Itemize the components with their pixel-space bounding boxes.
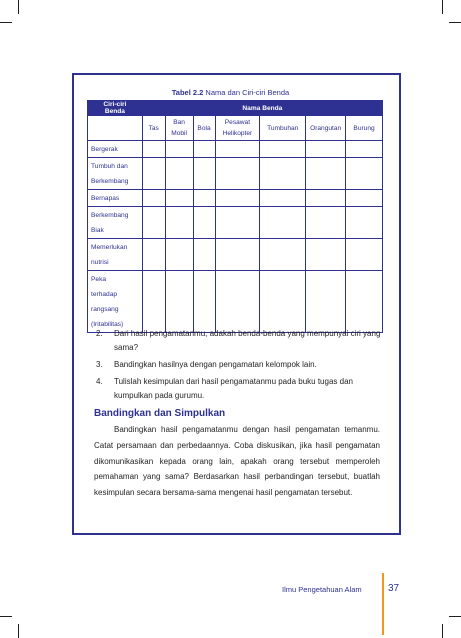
answer-cell[interactable] (193, 239, 215, 271)
answer-cell[interactable] (165, 158, 193, 190)
answer-cell[interactable] (306, 239, 346, 271)
row-label: Bernapas (88, 190, 143, 207)
answer-cell[interactable] (165, 207, 193, 239)
crop-mark (0, 22, 12, 23)
empty-cell (88, 116, 143, 141)
answer-cell[interactable] (346, 207, 383, 239)
answer-cell[interactable] (306, 190, 346, 207)
crop-mark (442, 624, 443, 638)
table-row (88, 141, 383, 158)
crop-mark (18, 624, 19, 638)
answer-cell[interactable] (260, 239, 306, 271)
crop-mark (18, 0, 19, 14)
table-caption-text: Nama dan Ciri-ciri Benda (203, 88, 290, 97)
answer-cell[interactable] (346, 239, 383, 271)
row-label: Peka terhadap rangsang (Iritabilitas) (88, 271, 143, 333)
row-label: Bergerak (88, 141, 143, 158)
characteristics-table (87, 100, 383, 333)
table-caption (0, 88, 461, 97)
table-row (88, 190, 383, 207)
row-label: Memerlukan nutrisi (88, 239, 143, 271)
table-column-row (88, 116, 383, 141)
row-label: Berkembang Biak (88, 207, 143, 239)
answer-cell[interactable] (346, 271, 383, 333)
table-row (88, 271, 383, 333)
answer-cell[interactable] (260, 141, 306, 158)
answer-cell[interactable] (215, 141, 260, 158)
answer-cell[interactable] (215, 158, 260, 190)
answer-cell[interactable] (260, 271, 306, 333)
answer-cell[interactable] (142, 141, 165, 158)
header-line: Benda (104, 108, 125, 115)
table-caption-label: Tabel 2.2 (171, 88, 204, 97)
answer-cell[interactable] (346, 190, 383, 207)
answer-cell[interactable] (306, 207, 346, 239)
column-header: Bola (193, 116, 215, 141)
answer-cell[interactable] (215, 190, 260, 207)
column-header: Burung (346, 116, 383, 141)
section-heading: Bandingkan dan Simpulkan (94, 408, 226, 419)
column-header: Orangutan (306, 116, 346, 141)
footer-divider (382, 573, 384, 635)
footer-subject: Ilmu Pengetahuan Alam (282, 585, 362, 594)
item-number: 3. (96, 360, 103, 369)
answer-cell[interactable] (193, 141, 215, 158)
item-text: Dari hasil pengamatanmu, adakah benda-benda yang mempunyai ciri yang sama? (114, 329, 381, 352)
crop-mark (0, 616, 12, 617)
item-number: 2. (96, 329, 103, 338)
answer-cell[interactable] (193, 158, 215, 190)
list-item (96, 375, 386, 403)
page-number: 37 (388, 583, 400, 594)
table-row (88, 207, 383, 239)
answer-cell[interactable] (193, 190, 215, 207)
answer-cell[interactable] (165, 271, 193, 333)
answer-cell[interactable] (165, 190, 193, 207)
column-header: Tas (142, 116, 165, 141)
header-object-names: Nama Benda (142, 101, 382, 116)
item-number: 4. (96, 377, 103, 386)
answer-cell[interactable] (165, 239, 193, 271)
answer-cell[interactable] (260, 158, 306, 190)
table-header-row (88, 101, 383, 116)
table-row (88, 158, 383, 190)
answer-cell[interactable] (306, 141, 346, 158)
answer-cell[interactable] (215, 271, 260, 333)
answer-cell[interactable] (142, 158, 165, 190)
answer-cell[interactable] (142, 271, 165, 333)
answer-cell[interactable] (165, 141, 193, 158)
answer-cell[interactable] (346, 141, 383, 158)
answer-cell[interactable] (193, 271, 215, 333)
row-label: Tumbuh dan Berkembang (88, 158, 143, 190)
answer-cell[interactable] (193, 207, 215, 239)
item-text: Tulislah kesimpulan dari hasil pengamatanmu pada buku tugas dan kumpulkan pada gurumu. (114, 377, 353, 400)
column-header: Tumbuhan (260, 116, 306, 141)
header-characteristics (88, 101, 143, 116)
answer-cell[interactable] (260, 207, 306, 239)
answer-cell[interactable] (215, 207, 260, 239)
header-line: Ciri-ciri (103, 101, 127, 108)
answer-cell[interactable] (260, 190, 306, 207)
answer-cell[interactable] (142, 239, 165, 271)
answer-cell[interactable] (306, 271, 346, 333)
answer-cell[interactable] (215, 239, 260, 271)
answer-cell[interactable] (142, 190, 165, 207)
list-item (96, 327, 386, 355)
crop-mark (442, 0, 443, 14)
list-item (96, 358, 386, 372)
answer-cell[interactable] (306, 158, 346, 190)
answer-cell[interactable] (142, 207, 165, 239)
section-paragraph: Bandingkan hasil pengamatanmu dengan hasil pengamatan temanmu. Catat persamaan dan perbedaannya. Coba diskusikan, jika hasil pengamatan dikomunikasikan kepada orang lain, apakah orang tersebut memperoleh pemahaman yang sama? Berdasarkan hasil perbandingan tersebut, buatlah kesimpulan secara bersama-sama mengenai hasil pengamatan tersebut. (94, 425, 380, 498)
column-header: Ban Mobil (165, 116, 193, 141)
answer-cell[interactable] (346, 158, 383, 190)
activity-steps (96, 327, 386, 406)
crop-mark (449, 22, 461, 23)
crop-mark (449, 616, 461, 617)
item-text: Bandingkan hasilnya dengan pengamatan kelompok lain. (114, 360, 317, 369)
column-header: Pesawat Helikopter (215, 116, 260, 141)
table-row (88, 239, 383, 271)
